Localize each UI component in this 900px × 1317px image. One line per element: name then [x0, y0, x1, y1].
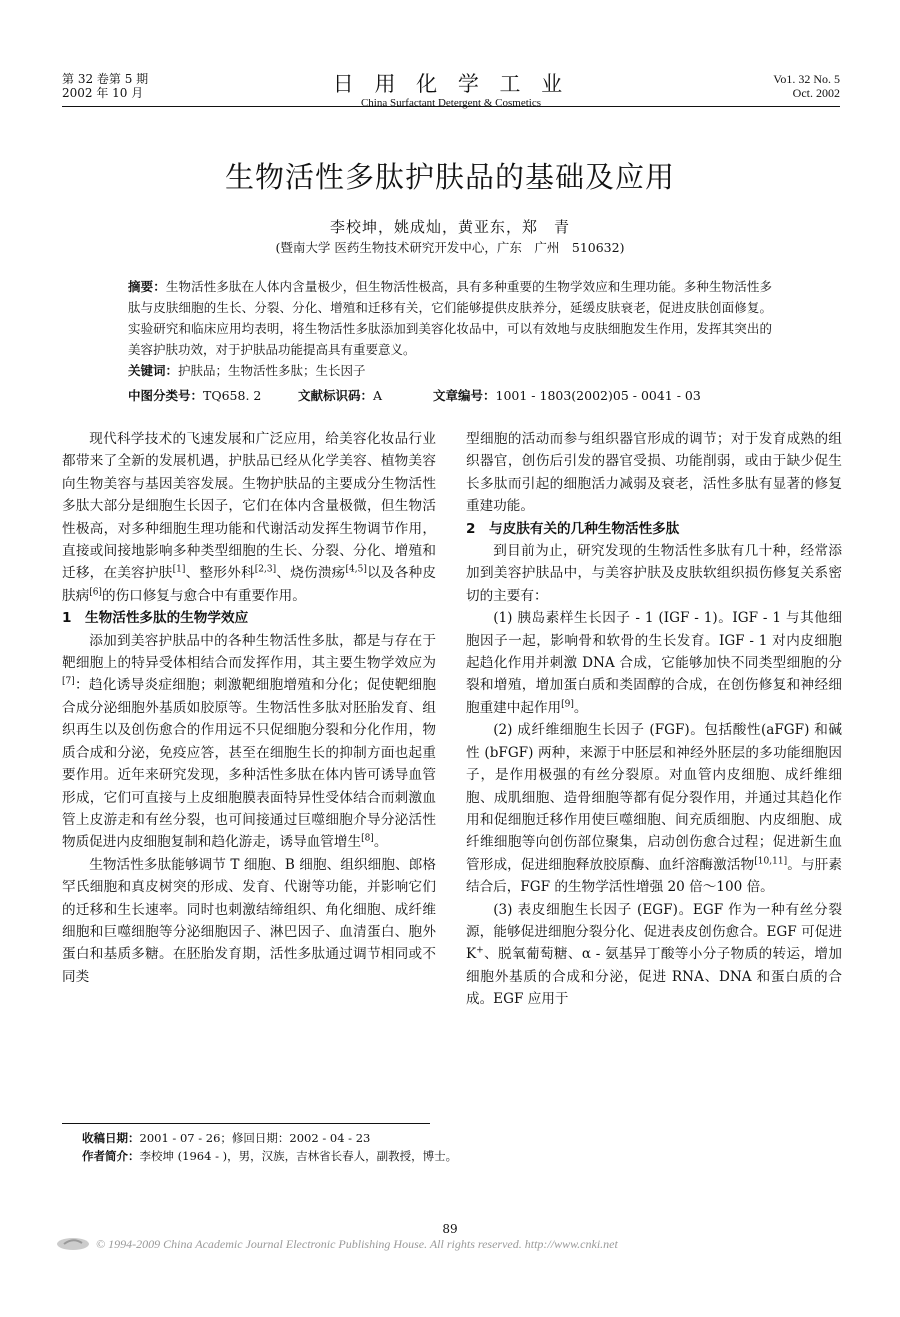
classification-line: 中图分类号：TQ658. 2 文献标识码：A 文章编号：1001 - 1803(2002)05 - 0041 - 03: [128, 388, 701, 403]
author-bio: 李校坤 (1964 - )，男，汉族，吉林省长春人，副教授，博士。: [139, 1149, 458, 1163]
volume-issue: 第 32 卷第 5 期 2002 年 10 月: [62, 72, 149, 100]
paragraph: 型细胞的活动而参与组织器官形成的调节；对于发育成熟的组织器官，创伤后引发的器官受损、功能削弱，或由于缺少促生长多肽而引起的细胞活力减弱及衰老，活性多肽有显著的修复重建功能。: [466, 431, 842, 515]
affiliation: (暨南大学 医药生物技术研究开发中心，广东 广州 510632): [275, 240, 625, 255]
running-header: [62, 72, 840, 107]
footnote-rule: [62, 1123, 430, 1124]
left-column: [62, 428, 436, 988]
cnki-logo-icon: [56, 1235, 90, 1255]
paragraph: (2) 成纤维细胞生长因子 (FGF)。包括酸性(aFGF) 和碱性 (bFGF) 两种，来源于中胚层和神经外胚层的多功能细胞因子，是作用极强的有丝分裂原。对血管内皮细胞、成纤维细胞、成肌细胞、造骨细胞等都有促分裂作用，并通过其趋化作用和促细胞迁移作用使巨噬细胞、间充质细胞、内皮细胞、成纤维细胞等向创伤部位聚集，启动创伤愈合过程；促进新生血管形成，促进细胞释放胶原酶、血纤溶酶激活物[10,11]。与肝素结合后，FGF 的生物学活性增强 20 倍～100 倍。: [466, 722, 843, 896]
footnote: 收稿日期：2001 - 07 - 26；修回日期：2002 - 04 - 23 作者简介：李校坤 (1964 - )，男，汉族，吉林省长春人，副教授，博士。: [82, 1131, 458, 1163]
paper-title: 生物活性多肽护肤品的基础及应用: [224, 160, 675, 194]
abstract: [128, 276, 772, 381]
received-date: 2001 - 07 - 26；修回日期：2002 - 04 - 23: [139, 1131, 371, 1145]
paragraph: (3) 表皮细胞生长因子 (EGF)。EGF 作为一种有丝分裂源，能够促进细胞分裂分化、促进表皮创伤愈合。EGF 可促进 K+、脱氧葡萄糖、α - 氨基异丁酸等小分子物质的转运，增加细胞外基质的合成和分泌，促进 RNA、DNA 和蛋白质的合成。EGF 应用于: [466, 901, 842, 1008]
journal-name: 日 用 化 学 工 业 China Surfactant Detergent & Cosmetics: [332, 72, 570, 109]
paragraph: 添加到美容护肤品中的各种生物活性多肽，都是与存在于靶细胞上的特异受体相结合而发挥作用，其主要生物学效应为[7]：趋化诱导炎症细胞；刺激靶细胞增殖和分化；促使靶细胞合成分泌细胞外基质如胶原等。生物活性多肽对胚胎发育、组织再生以及创伤愈合的作用远不只促细胞分裂和分化作用，物质合成和分泌，免疫应答，甚至在细胞生长的抑制方面也起重要作用。近年来研究发现，多种活性多肽在体内皆可诱导血管形成，它们可直接与上皮细胞膜表面特异性受体结合而刺激血管上皮游走和有丝分裂，也可间接通过巨噬细胞介导分泌活性物质促进内皮细胞复制和趋化游走，诱导血管增生[8]。: [62, 632, 436, 851]
article-number: 1001 - 1803(2002)05 - 0041 - 03: [495, 388, 701, 403]
volume-issue-en: Vo1. 32 No. 5 Oct. 2002: [773, 72, 840, 100]
copyright-footer: [56, 1235, 618, 1255]
clc-number: TQ658. 2: [203, 388, 262, 403]
section-heading: 2 与皮肤有关的几种生物活性多肽: [466, 520, 680, 537]
section-heading: 1 生物活性多肽的生物学效应: [62, 610, 249, 627]
paragraph: 生物活性多肽能够调节 T 细胞、B 细胞、组织细胞、郎格罕氏细胞和真皮树突的形成、发育、代谢等功能，并影响它们的迁移和生长速率。同时也刺激结缔组织、角化细胞、成纤维细胞和巨噬细胞等分泌细胞因子、淋巴因子、血清蛋白、胞外蛋白和基质多糖。在胚胎发育期，活性多肽通过调节相同或不同类: [62, 856, 436, 985]
paragraph: 到目前为止，研究发现的生物活性多肽有几十种，经常添加到美容护肤品中，与美容护肤及皮肤软组织损伤修复关系密切的主要有：: [466, 543, 842, 604]
keywords-label: 关键词：: [128, 363, 179, 378]
right-column: [466, 428, 842, 1011]
abstract-text: 生物活性多肽在人体内含量极少，但生物活性极高，具有多种重要的生物学效应和生理功能。多种生物活性多肽与皮肤细胞的生长、分裂、分化、增殖和迁移有关，它们能够提供皮肤养分，延缓皮肤衰老，促进皮肤创面修复。实验研究和临床应用均表明，将生物活性多肽添加到美容化妆品中，可以有效地与皮肤细胞发生作用，发挥其突出的美容护肤功效，对于护肤品功能提高具有重要意义。: [128, 279, 772, 357]
doc-code: A: [373, 388, 383, 403]
abstract-label: 摘要：: [128, 279, 166, 294]
paragraph: 现代科学技术的飞速发展和广泛应用，给美容化妆品行业都带来了全新的发展机遇，护肤品已经从化学美容、植物美容向生物美容与基因美容发展。生物护肤品的主要成分生物活性多肽大部分是细胞生长因子，它们在体内含量极微，但生物活性极高，对多种细胞生理功能和代谢活动发挥生物调节作用，直接或间接地影响多种类型细胞的生长、分裂、分化、增殖和迁移，在美容护肤[1]、整形外科[2,3]、烧伤溃疡[4,5]以及各种皮肤病[6]的伤口修复与愈合中有重要作用。: [62, 431, 437, 604]
copyright-text: © 1994-2009 China Academic Journal Electronic Publishing House. All rights reserved. http://www.cnki.net: [96, 1236, 618, 1251]
paragraph: (1) 胰岛素样生长因子 - 1 (IGF - 1)。IGF - 1 与其他细胞因子一起，影响骨和软骨的生长发育。IGF - 1 对内皮细胞起趋化作用并刺激 DNA 合成，它能够加快不同类型细胞的分裂和增殖，增加蛋白质和类固醇的合成，在创伤修复和神经细胞重建中起作用[9]。: [466, 610, 842, 716]
keywords-text: 护肤品；生物活性多肽；生长因子: [178, 363, 366, 378]
page-number: 89: [442, 1222, 458, 1236]
authors: 李校坤，姚成灿，黄亚东，郑 青: [329, 218, 570, 236]
